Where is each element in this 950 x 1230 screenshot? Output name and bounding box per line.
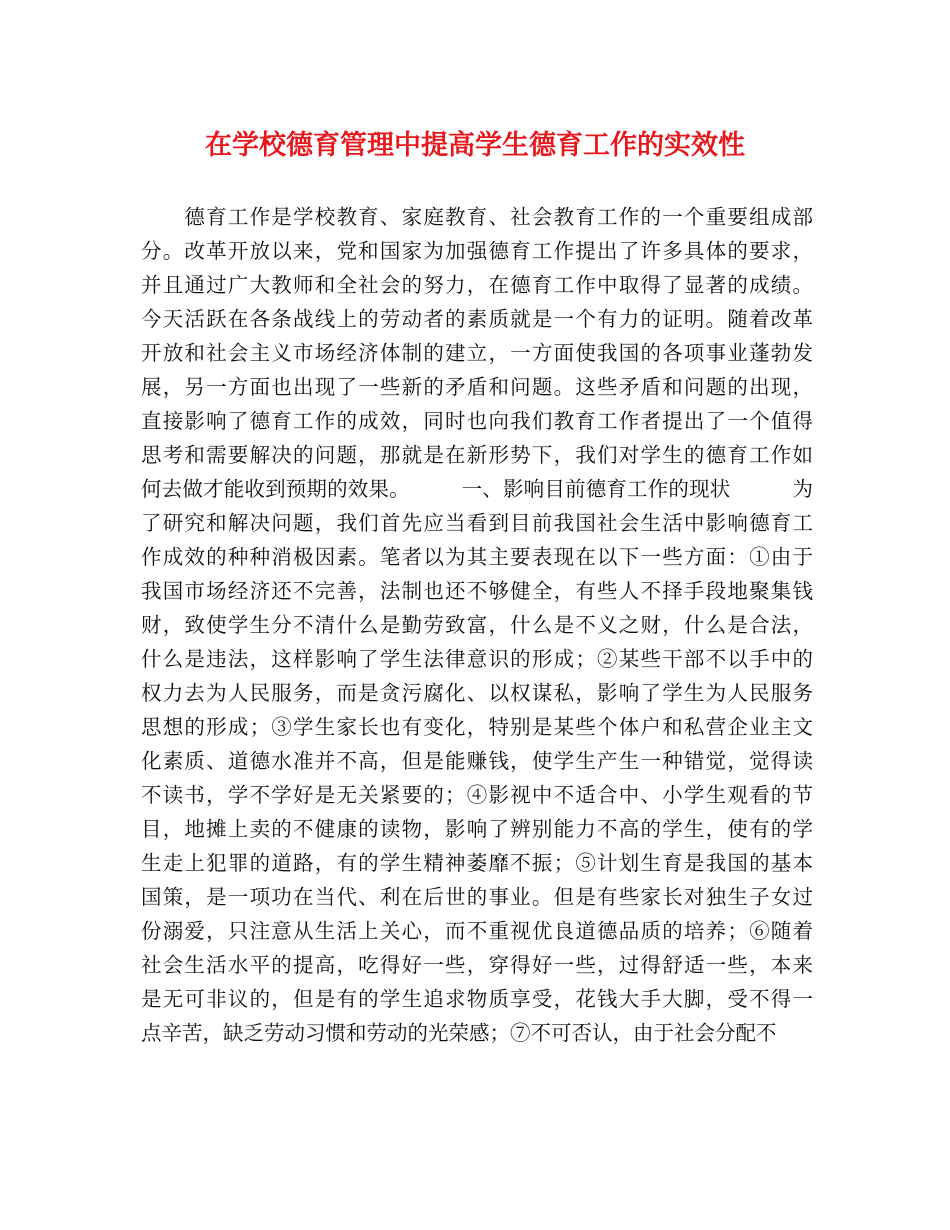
body-line: 生走上犯罪的道路，有的学生精神萎靡不振；⑤计划生育是我国的基本 <box>141 851 813 875</box>
body-line: 展，另一方面也出现了一些新的矛盾和问题。这些矛盾和问题的出现， <box>141 375 813 399</box>
body-line: 是无可非议的，但是有的学生追求物质享受，花钱大手大脚，受不得一 <box>141 987 813 1011</box>
body-line: 社会生活水平的提高，吃得好一些，穿得好一些，过得舒适一些，本来 <box>141 953 813 977</box>
body-line: 德育工作是学校教育、家庭教育、社会教育工作的一个重要组成部 <box>141 205 813 229</box>
body-line: 了研究和解决问题，我们首先应当看到目前我国社会生活中影响德育工 <box>141 511 813 535</box>
document-title: 在学校德育管理中提高学生德育工作的实效性 <box>205 130 745 161</box>
body-line: 权力去为人民服务，而是贪污腐化、以权谋私，影响了学生为人民服务 <box>141 681 813 705</box>
body-line: 国策，是一项功在当代、利在后世的事业。但是有些家长对独生子女过 <box>141 885 813 909</box>
body-line: 什么是违法，这样影响了学生法律意识的形成；②某些干部不以手中的 <box>141 647 813 671</box>
body-line: 财，致使学生分不清什么是勤劳致富，什么是不义之财，什么是合法， <box>141 613 813 637</box>
body-line: 思想的形成；③学生家长也有变化，特别是某些个体户和私营企业主文 <box>141 715 813 739</box>
body-line: 我国市场经济还不完善，法制也还不够健全，有些人不择手段地聚集钱 <box>141 579 813 603</box>
document-body <box>141 200 813 1050</box>
body-line: 分。改革开放以来，党和国家为加强德育工作提出了许多具体的要求， <box>141 239 813 263</box>
body-line: 并且通过广大教师和全社会的努力，在德育工作中取得了显著的成绩。 <box>141 273 813 297</box>
body-line: 作成效的种种消极因素。笔者以为其主要表现在以下一些方面：①由于 <box>141 545 813 569</box>
body-line: 何去做才能收到预期的效果。 一、影响目前德育工作的现状 为 <box>141 477 813 501</box>
body-line: 思考和需要解决的问题，那就是在新形势下，我们对学生的德育工作如 <box>141 443 813 467</box>
body-line: 直接影响了德育工作的成效，同时也向我们教育工作者提出了一个值得 <box>141 409 813 433</box>
body-line: 目，地摊上卖的不健康的读物，影响了辨别能力不高的学生，使有的学 <box>141 817 813 841</box>
body-line: 化素质、道德水准并不高，但是能赚钱，使学生产生一种错觉，觉得读 <box>141 749 813 773</box>
body-line: 点辛苦，缺乏劳动习惯和劳动的光荣感；⑦不可否认，由于社会分配不 <box>141 1021 777 1045</box>
body-line: 开放和社会主义市场经济体制的建立，一方面使我国的各项事业蓬勃发 <box>141 341 813 365</box>
body-line: 今天活跃在各条战线上的劳动者的素质就是一个有力的证明。随着改革 <box>141 307 813 331</box>
body-line: 份溺爱，只注意从生活上关心，而不重视优良道德品质的培养；⑥随着 <box>141 919 813 943</box>
body-line: 不读书，学不学好是无关紧要的；④影视中不适合中、小学生观看的节 <box>141 783 813 807</box>
